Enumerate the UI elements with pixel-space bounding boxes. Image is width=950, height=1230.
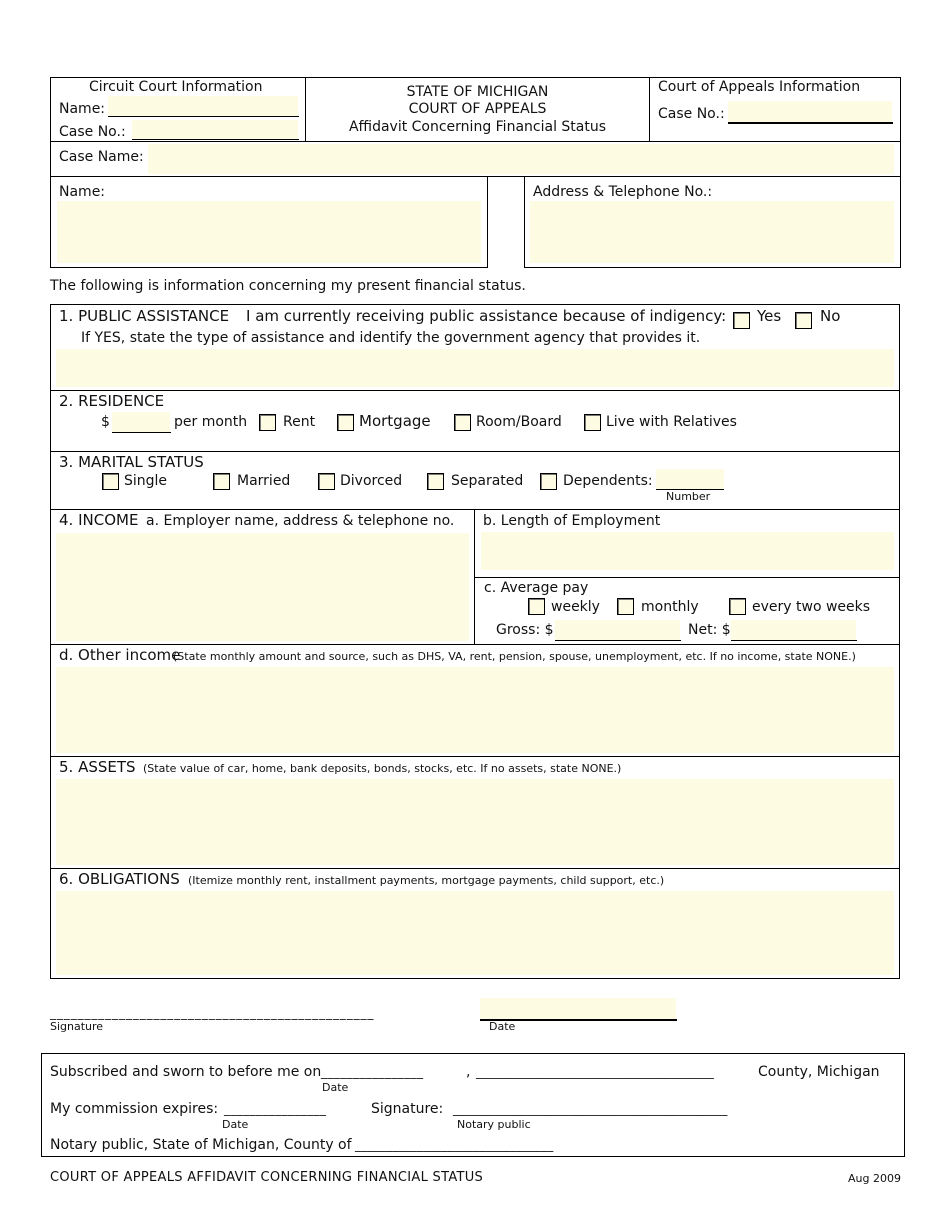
s6-title: 6. OBLIGATIONS — [59, 870, 180, 888]
s1-yes-label: Yes — [757, 307, 782, 325]
s3-dependents-field[interactable] — [656, 469, 724, 489]
notary-signature-label: Signature: — [371, 1101, 444, 1117]
party-name-label: Name: — [59, 184, 106, 200]
s3-single-checkbox[interactable] — [102, 473, 119, 490]
s3-title: 3. MARITAL STATUS — [59, 453, 204, 471]
s4-c-label: c. Average pay — [484, 580, 589, 596]
s2-mortgage-checkbox[interactable] — [337, 414, 354, 431]
s4-title: 4. INCOME — [59, 511, 139, 529]
s3-separated-checkbox[interactable] — [427, 473, 444, 490]
s6-note: (Itemize monthly rent, installment payments, mortgage payments, child support, etc.) — [188, 874, 665, 887]
s4-weekly-checkbox[interactable] — [528, 598, 545, 615]
s3-single-label: Single — [124, 473, 168, 489]
court-title: COURT OF APPEALS — [408, 101, 547, 117]
circuit-name-field[interactable] — [108, 96, 298, 116]
coa-title: Court of Appeals Information — [658, 79, 861, 95]
s4-a-label: a. Employer name, address & telephone no. — [146, 513, 455, 529]
s1-yes-checkbox[interactable] — [733, 312, 750, 329]
form-title: Affidavit Concerning Financial Status — [348, 119, 607, 135]
s3-dependents-checkbox[interactable] — [540, 473, 557, 490]
s2-amount-field[interactable] — [112, 412, 170, 432]
coa-case-no-label: Case No.: — [658, 106, 725, 122]
county-label: County, Michigan — [758, 1064, 880, 1080]
s3-separated-label: Separated — [451, 473, 524, 489]
footer-date: Aug 2009 — [848, 1172, 901, 1185]
s4-gross-label: Gross: $ — [496, 622, 554, 638]
s1-no-checkbox[interactable] — [795, 312, 812, 329]
expires-label: My commission expires: — [50, 1101, 219, 1117]
s2-relatives-checkbox[interactable] — [584, 414, 601, 431]
s3-married-checkbox[interactable] — [213, 473, 230, 490]
notary-county-blank[interactable]: ________________________________ — [355, 1138, 554, 1152]
expires-blank[interactable]: ________________ — [224, 1102, 327, 1116]
county-blank[interactable]: _______________________________________ — [476, 1065, 714, 1079]
s2-mortgage-label: Mortgage — [359, 412, 431, 430]
notary-public-text: Notary public, State of Michigan, County of — [50, 1137, 352, 1153]
s3-divorced-label: Divorced — [340, 473, 403, 489]
s4-biweekly-checkbox[interactable] — [729, 598, 746, 615]
s2-rent-label: Rent — [283, 414, 316, 430]
s6-obligations-field[interactable] — [56, 891, 894, 975]
s4-weekly-label: weekly — [551, 599, 600, 615]
s2-title: 2. RESIDENCE — [59, 392, 165, 410]
state-title: STATE OF MICHIGAN — [406, 84, 549, 100]
notary-public-label: Notary public — [457, 1118, 531, 1131]
s2-rent-checkbox[interactable] — [259, 414, 276, 431]
s1-no-label: No — [820, 307, 841, 325]
sworn-text: Subscribed and sworn to before me on — [50, 1064, 322, 1080]
signature-label: Signature — [50, 1020, 104, 1033]
s1-question: I am currently receiving public assistance because of indigency: — [246, 307, 727, 325]
s1-instruction: If YES, state the type of assistance and identify the government agency that provides it. — [81, 330, 701, 346]
s4-monthly-label: monthly — [641, 599, 699, 615]
address-label: Address & Telephone No.: — [533, 184, 713, 200]
case-name-field[interactable] — [148, 144, 894, 174]
s2-room-checkbox[interactable] — [454, 414, 471, 431]
s4-biweekly-label: every two weeks — [752, 599, 871, 615]
case-name-label: Case Name: — [59, 149, 144, 165]
address-field[interactable] — [530, 201, 894, 263]
circuit-name-label: Name: — [59, 101, 106, 117]
sworn-date-label: Date — [322, 1081, 349, 1094]
s2-room-label: Room/Board — [476, 414, 562, 430]
s5-title: 5. ASSETS — [59, 758, 136, 776]
s4-monthly-checkbox[interactable] — [617, 598, 634, 615]
s4-other-income-field[interactable] — [56, 667, 894, 753]
s3-divorced-checkbox[interactable] — [318, 473, 335, 490]
footer-title: COURT OF APPEALS AFFIDAVIT CONCERNING FINANCIAL STATUS — [50, 1170, 484, 1185]
party-name-field[interactable] — [57, 201, 481, 263]
expires-date-label: Date — [222, 1118, 249, 1131]
circuit-court-title: Circuit Court Information — [89, 79, 263, 95]
s3-number-label: Number — [666, 490, 711, 503]
s1-title: 1. PUBLIC ASSISTANCE — [59, 307, 230, 325]
s4-d-note: (State monthly amount and source, such as DHS, VA, rent, pension, spouse, unemployment, etc. If no income, state NONE.) — [173, 650, 856, 663]
s4-gross-field[interactable] — [555, 620, 680, 640]
s4-b-label: b. Length of Employment — [483, 513, 661, 529]
notary-signature-blank[interactable]: _____________________________________________ — [453, 1102, 728, 1116]
s2-per-month: per month — [174, 414, 248, 430]
intro-text: The following is information concerning my present financial status. — [50, 278, 526, 294]
circuit-case-no-label: Case No.: — [59, 124, 126, 140]
s4-d-label: d. Other income — [59, 646, 181, 664]
signature-date-label: Date — [489, 1020, 516, 1033]
s2-relatives-label: Live with Relatives — [606, 414, 737, 430]
signature-line: _______________________________________________ — [50, 1006, 375, 1020]
s5-note: (State value of car, home, bank deposits, bonds, stocks, etc. If no assets, state NONE.) — [143, 762, 622, 775]
s4-employer-field[interactable] — [56, 533, 469, 641]
s2-dollar: $ — [101, 414, 110, 430]
s3-married-label: Married — [237, 473, 291, 489]
sworn-comma: , — [466, 1064, 471, 1080]
s4-net-label: Net: $ — [688, 622, 731, 638]
sworn-date-blank[interactable]: ________________ — [321, 1065, 424, 1079]
s4-net-field[interactable] — [731, 620, 856, 640]
s4-length-field[interactable] — [481, 532, 894, 570]
circuit-case-no-field[interactable] — [132, 120, 298, 140]
signature-date-field[interactable] — [480, 998, 676, 1019]
s5-assets-field[interactable] — [56, 779, 894, 865]
s3-dependents-label: Dependents: — [563, 473, 653, 489]
coa-case-no-field[interactable] — [728, 101, 892, 122]
s1-field[interactable] — [56, 349, 894, 387]
